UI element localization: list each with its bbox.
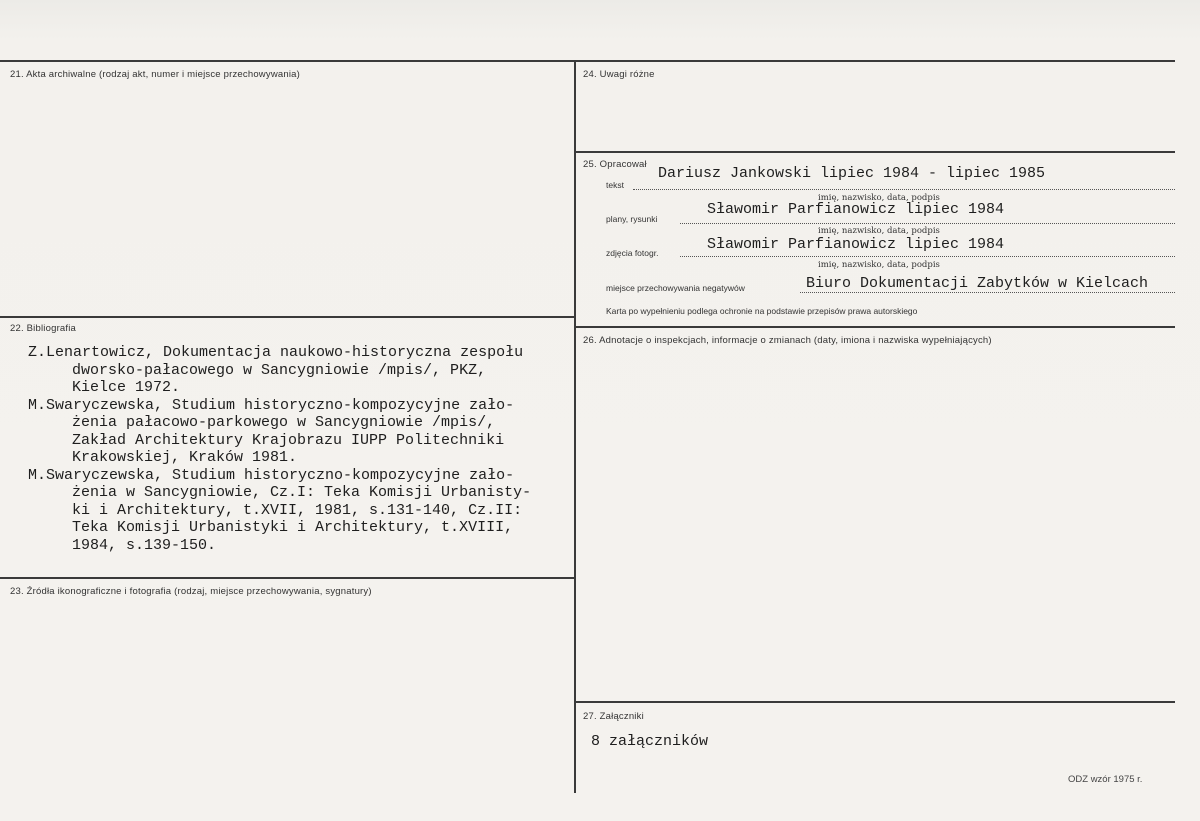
bib-line: Kielce 1972. xyxy=(72,379,181,396)
bib-line: Teka Komisji Urbanistyki i Architektury, t.XVIII, xyxy=(72,519,514,536)
bib-line: Krakowskiej, Kraków 1981. xyxy=(72,449,298,466)
bib-line: M.Swaryczewska, Studium historyczno-kompozycyjne zało- xyxy=(28,396,515,414)
bib-line: Zakład Architektury Krajobrazu IUPP Politechniki xyxy=(72,431,505,449)
rule-25-26 xyxy=(575,326,1175,328)
bib-line: 1984, s.139-150. xyxy=(72,536,217,554)
section-21-header: 21. Akta archiwalne (rodzaj akt, numer i miejsce przechowywania) xyxy=(10,69,301,80)
section-26-header: 26. Adnotacje o inspekcjach, informacje o zmianach (daty, imiona i nazwiska wypełniających) xyxy=(583,335,992,346)
section-24-header: 24. Uwagi różne xyxy=(583,69,655,80)
attachments-value: 8 załączników xyxy=(591,733,709,750)
tekst-label: tekst xyxy=(606,180,624,190)
center-divider xyxy=(574,60,576,793)
bib-line: M.Swaryczewska, Studium historyczno-kompozycyjne zało- xyxy=(28,466,515,484)
tekst-caption: imię, nazwisko, data, podpis xyxy=(818,193,940,203)
zdjecia-caption: imię, nazwisko, data, podpis xyxy=(818,260,940,270)
plany-label: plany, rysunki xyxy=(606,214,658,224)
top-rule xyxy=(0,60,1175,62)
tekst-value: Dariusz Jankowski lipiec 1984 - lipiec 1985 xyxy=(658,165,1046,182)
rule-22-23 xyxy=(0,577,575,579)
zdjecia-dotted-line xyxy=(680,256,1175,257)
plany-dotted-line xyxy=(680,223,1175,224)
rule-21-22 xyxy=(0,316,575,318)
negatywy-dotted-line xyxy=(800,292,1175,293)
bib-line: żenia pałacowo-parkowego w Sancygniowie /mpis/, xyxy=(72,414,496,431)
section-25-header: 25. Opracował xyxy=(583,159,647,170)
bib-entry-1 xyxy=(28,344,531,397)
negatywy-value: Biuro Dokumentacji Zabytków w Kielcach xyxy=(806,275,1149,292)
tekst-dotted-line xyxy=(633,189,1175,190)
bib-line: Z.Lenartowicz, Dokumentacja naukowo-historyczna zespołu xyxy=(28,344,524,361)
plany-value: Sławomir Parfianowicz lipiec 1984 xyxy=(707,201,1005,218)
rule-26-27 xyxy=(575,701,1175,703)
section-22-header: 22. Bibliografia xyxy=(10,323,77,334)
copyright-note: Karta po wypełnieniu podlega ochronie na podstawie przepisów prawa autorskiego xyxy=(606,306,918,316)
bib-line: żenia w Sancygniowie, Cz.I: Teka Komisji Urbanisty- xyxy=(72,484,532,501)
zdjecia-value: Sławomir Parfianowicz lipiec 1984 xyxy=(707,236,1005,253)
section-27-header: 27. Załączniki xyxy=(583,711,644,722)
bib-entry-2 xyxy=(28,397,531,467)
bib-entry-3 xyxy=(28,467,531,555)
section-23-header: 23. Źródła ikonograficzne i fotografia (rodzaj, miejsce przechowywania, sygnatury) xyxy=(10,586,372,597)
rule-24-25 xyxy=(575,151,1175,153)
zdjecia-label: zdjęcia fotogr. xyxy=(606,248,659,258)
form-template-label: ODZ wzór 1975 r. xyxy=(1068,774,1143,785)
bib-line: dworsko-pałacowego w Sancygniowie /mpis/, PKZ, xyxy=(72,361,487,379)
negatywy-label: miejsce przechowywania negatywów xyxy=(606,283,745,293)
plany-caption: imię, nazwisko, data, podpis xyxy=(818,226,940,236)
bibliography-list xyxy=(28,344,531,554)
bib-line: ki i Architektury, t.XVII, 1981, s.131-140, Cz.II: xyxy=(72,501,523,519)
